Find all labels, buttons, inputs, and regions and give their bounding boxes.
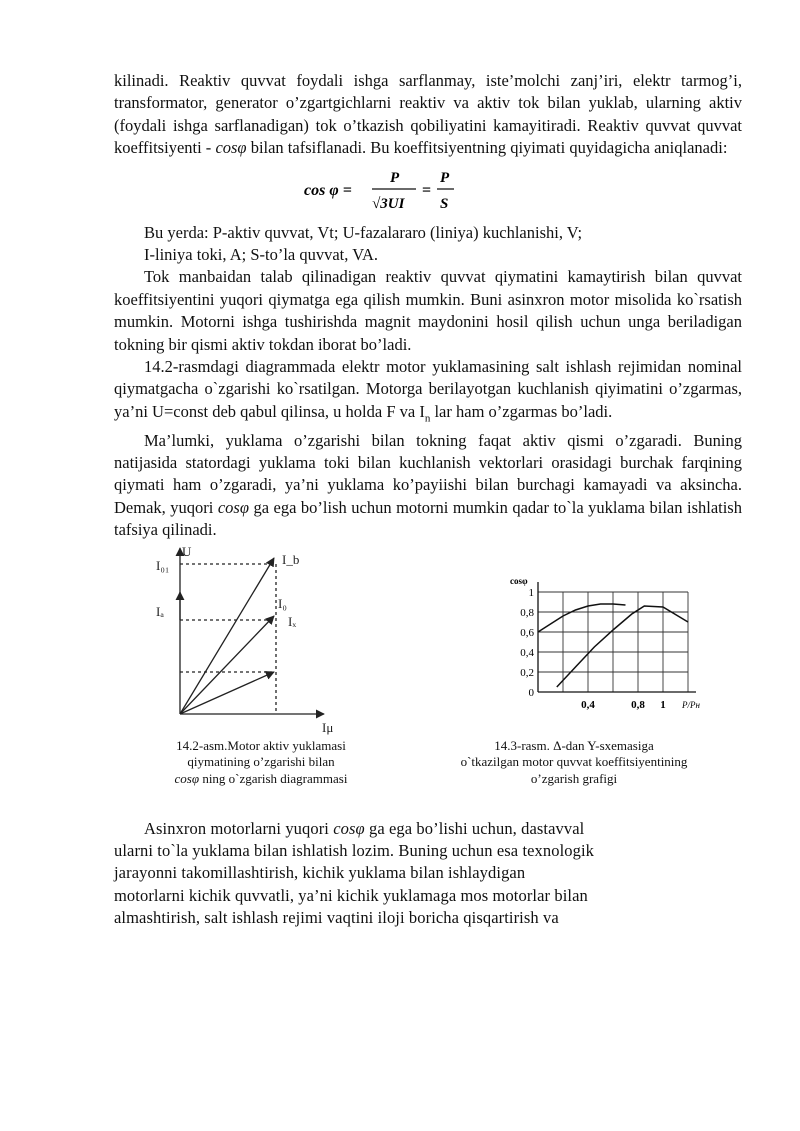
- label-u: U: [182, 543, 192, 559]
- vector-diagram: [154, 544, 344, 740]
- formula-lhs: cos φ =: [304, 181, 352, 199]
- label-ib: I_b: [282, 551, 300, 567]
- legend-line-1: Bu yerda: P-aktiv quvvat, Vt; U-fazalararo (liniya) kuchlanishi, V;: [144, 222, 583, 242]
- cos-phi-formula: [114, 160, 742, 222]
- legend-line-2: I-liniya toki, A; S-to’la quvvat, VA.: [144, 245, 379, 265]
- bottom-paragraph: Asinxron motorlarni yuqori cosφ ga ega bo’lishi uchun, dastavval ularni to`la yuklama bilan ishlatish lozim. Buning uchun esa texnologik jarayonni takomillashtirish, kichik yuklama bilan ishlaydigan motorlarni kichik quvvatli, ya’ni kichik yuklamaga mos motorlar bilan almashtirish, salt ishlash rejimi vaqtini iloji boricha qisqartirish va: [114, 818, 595, 928]
- caption-fig-14-2: 14.2-asm.Motor aktiv yuklamasi qiymatining o’zgarishi bilan cosφ ning o`zgarish diagrammasi: [174, 737, 348, 786]
- label-imu: Iμ: [322, 719, 334, 735]
- x-axis-label: P/Pн: [682, 699, 700, 710]
- y-tick-label: 0: [528, 686, 534, 699]
- formula-den2: S: [440, 195, 449, 212]
- x-tick-label: 0,8: [631, 698, 645, 711]
- label-ix: Iₓ: [288, 613, 297, 629]
- formula-graphic: [304, 162, 504, 220]
- x-tick-label: 1: [660, 698, 666, 711]
- formula-eq: =: [422, 181, 432, 199]
- y-tick-label: 0,8: [520, 606, 534, 619]
- label-io1: I₀₁: [156, 557, 170, 573]
- y-tick-label: 0,4: [520, 646, 534, 659]
- paragraph-reactive-power: kilinadi. Reaktiv quvvat foydali ishga sarflanmay, iste’molchi zanj’iri, elektr tarmog’i, transformator, generator o’zgartgichlarni reaktiv va aktiv tok bilan yuklab, ularning aktiv (foydali ishga sarflanadigan) tok o’tkazish qobiliyatini kamayitiradi. Reaktiv quvvat quvvat koeffitsiyenti - cosφ bilan tafsiflanadi. Bu koeffitsiyentning qiyimati quyidagicha aniqlanadi:: [114, 71, 742, 158]
- x-tick-label: 0,4: [581, 698, 595, 711]
- cos-phi-inline: cosφ: [215, 138, 247, 158]
- caption-fig-14-3: 14.3-rasm. Δ-dan Y-sxemasiga o`tkazilgan motor quvvat koeffitsiyentining o’zgarish grafigi: [460, 737, 688, 786]
- y-tick-label: 0,2: [520, 666, 534, 679]
- series-line-1: [538, 604, 626, 632]
- cos-phi-chart: [508, 566, 708, 716]
- paragraph-reactive-reduction: Tok manbaidan talab qilinadigan reaktiv quvvat qiymatini kamaytirish bilan quvvat koeffitsiyentini yuqori qiymatga ega qilish mumkin. Buni asinxron motor misolida ko`rsatish mumkin. Motorni ishga tushirishda magnit maydonini hosil qilish uchun unga beriladigan tokning bir qismi aktiv tokdan iborat bo’ladi.: [114, 267, 742, 354]
- paragraph-diagram-14-2: 14.2-rasmdagi diagrammada elektr motor yuklamasining salt ishlash rejimidan nominal qiymatgacha o`zgarishi ko`rsatilgan. Motorga berilayotgan kuchlanish qiyimatini o’zgarmas, ya’ni U=const deb qabul qilinsa, u holda F va $I_n$ lar ham o’zgarmas bo’ladi.: [114, 357, 742, 425]
- document-page: [114, 70, 742, 930]
- paragraph-load-change: Ma’lumki, yuklama o’zgarishi bilan tokning faqat aktiv qismi o’zgaradi. Buning natijasida statordagi yuklama toki bilan kuchlanish vektorlari orasidagi burchak farqining qiymati ham o’zgaradi, ya’ni yuklama ko’payiishi bilan burchagi kamayadi va aksincha. Demak, yuqori cosφ ga ega bo’lish uchun motorni mumkin qadar to`la yuklama bilan ishlatish tafsiya qilinadi.: [114, 430, 742, 540]
- figures-row: [114, 544, 742, 794]
- formula-num1: P: [390, 169, 400, 186]
- series-line-2: [557, 606, 688, 687]
- y-tick-label: 1: [528, 586, 534, 599]
- y-axis-label: cosφ: [510, 575, 528, 586]
- formula-num2: P: [440, 169, 450, 186]
- label-i0: I₀: [278, 595, 287, 611]
- y-tick-label: 0,6: [520, 626, 534, 639]
- label-ia: Iₐ: [156, 603, 164, 619]
- formula-den1: √3UI: [372, 195, 405, 212]
